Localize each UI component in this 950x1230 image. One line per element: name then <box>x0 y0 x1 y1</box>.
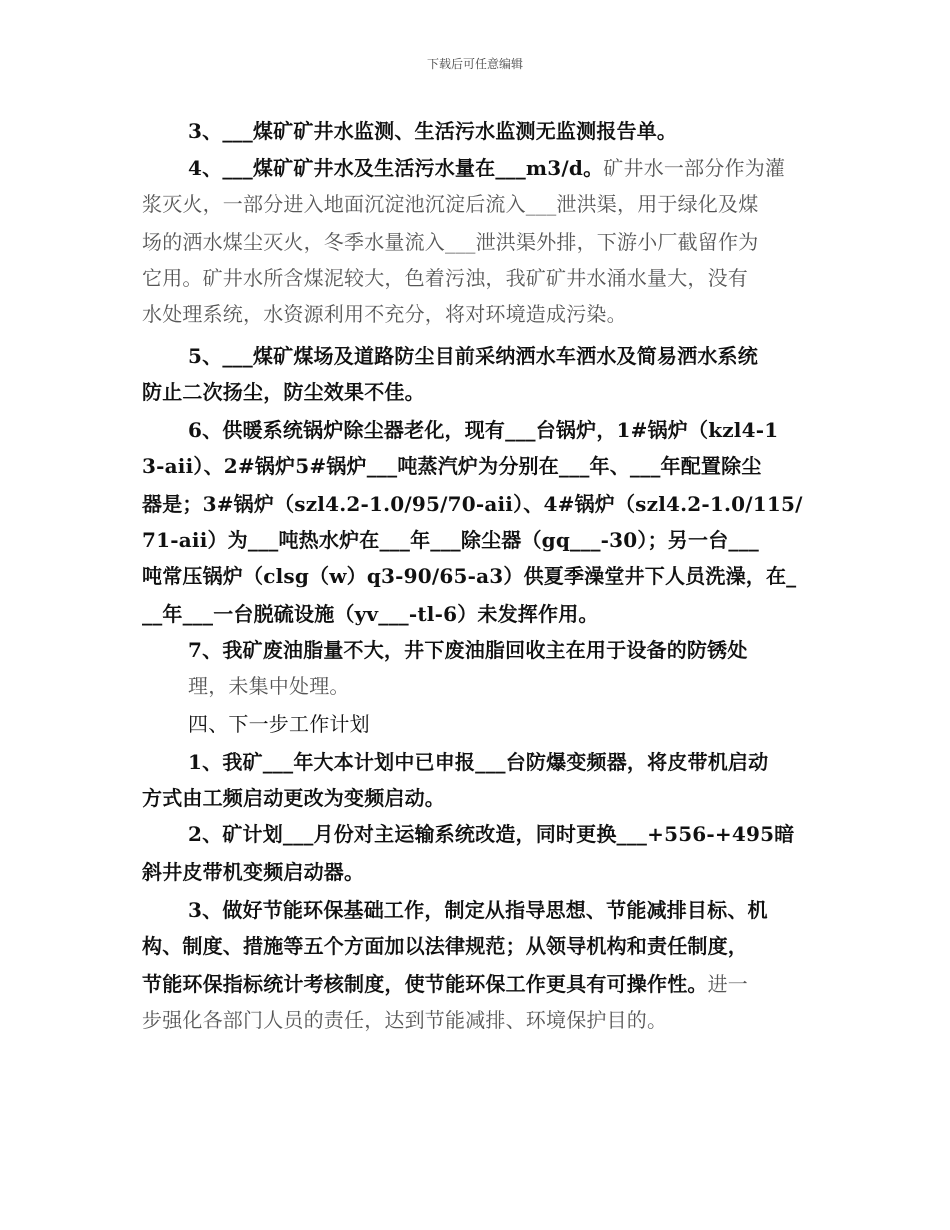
line-text: 1、我矿___年大本计划中已申报___台防爆变频器，将皮带机启动 <box>188 750 769 774</box>
line-text: 节能环保指标统计考核制度，使节能环保工作更具有可操作性。 <box>142 972 708 996</box>
line-text: 2、矿计划___月份对主运输系统改造，同时更换___+556-+495暗 <box>188 822 795 846</box>
line-text: 斜井皮带机变频启动器。 <box>142 860 365 884</box>
line-text: 吨常压锅炉（clsg（w）q3-90/65-a3）供夏季澡堂井下人员洗澡，在_ <box>142 564 797 588</box>
text-line <box>188 746 768 775</box>
line-text: 7、我矿废油脂量不大，井下废油脂回收主在用于设备的防锈处 <box>188 638 748 662</box>
line-text: 5、___煤矿煤场及道路防尘目前采纳洒水车洒水及简易洒水系统 <box>188 344 758 368</box>
line-text: 浆灭火，一部分进入地面沉淀池沉淀后流入___泄洪渠，用于绿化及煤 <box>142 192 759 216</box>
text-line <box>142 488 803 517</box>
line-text: 3、___煤矿矿井水监测、生活污水监测无监测报告单。 <box>188 119 678 143</box>
page-header: 下载后可任意编辑 <box>426 57 523 71</box>
line-text: 3-aii）、2#锅炉5#锅炉___吨蒸汽炉为分别在___年、___年配置除尘 <box>142 454 762 478</box>
line-text: 理，未集中处理。 <box>188 674 350 698</box>
text-line <box>142 226 758 255</box>
line-text: 4、___煤矿矿井水及生活污水量在___m3/d。 <box>188 156 604 180</box>
line-text: 71-aii）为___吨热水炉在___年___除尘器（gq___-30）；另一台___ <box>142 528 759 552</box>
line-text: 3、做好节能环保基础工作，制定从指导思想、节能减排目标、机 <box>188 898 768 922</box>
line-text: 四、下一步工作计划 <box>188 712 370 736</box>
line-text: 器是；3#锅炉（szl4.2-1.0/95/70-aii）、4#锅炉（szl4.2-1.0/115/ <box>142 492 803 516</box>
text-line <box>188 708 370 737</box>
text-line <box>142 376 425 405</box>
text-line <box>188 634 748 663</box>
line-text: 水处理系统，水资源利用不充分，将对环境造成污染。 <box>142 302 627 326</box>
text-line <box>142 968 748 997</box>
text-line <box>142 524 759 553</box>
line-text: 步强化各部门人员的责任，达到节能减排、环境保护目的。 <box>142 1008 668 1032</box>
text-line <box>188 670 350 699</box>
text-line <box>142 930 748 959</box>
text-line <box>188 894 768 923</box>
line-text: 构、制度、措施等五个方面加以法律规范；从领导机构和责任制度， <box>142 934 748 958</box>
text-line <box>142 856 364 885</box>
text-line <box>142 262 748 291</box>
text-line <box>142 782 445 811</box>
text-line <box>142 1004 667 1033</box>
line-text: __年___一台脱硫设施（yv___-tl-6）未发挥作用。 <box>142 602 599 626</box>
text-line <box>142 188 758 217</box>
line-text-continuation: 进一 <box>707 972 749 996</box>
line-text: 场的洒水煤尘灭火，冬季水量流入___泄洪渠外排，下游小厂截留作为 <box>142 230 759 254</box>
line-text: 防止二次扬尘，防尘效果不佳。 <box>142 380 425 404</box>
text-line <box>142 560 796 589</box>
text-line <box>188 152 785 181</box>
text-line <box>142 450 762 479</box>
text-line <box>188 414 778 443</box>
text-line <box>142 298 627 327</box>
text-line <box>142 598 599 627</box>
text-line <box>188 340 758 369</box>
line-text-continuation: 矿井水一部分作为灌 <box>603 156 786 180</box>
line-text: 方式由工频启动更改为变频启动。 <box>142 786 445 810</box>
line-text: 它用。矿井水所含煤泥较大，色着污浊，我矿矿井水涌水量大，没有 <box>142 266 748 290</box>
line-text: 6、供暖系统锅炉除尘器老化，现有___台锅炉，1#锅炉（kzl4-1 <box>188 418 779 442</box>
text-line <box>188 818 794 847</box>
text-line <box>188 115 677 144</box>
